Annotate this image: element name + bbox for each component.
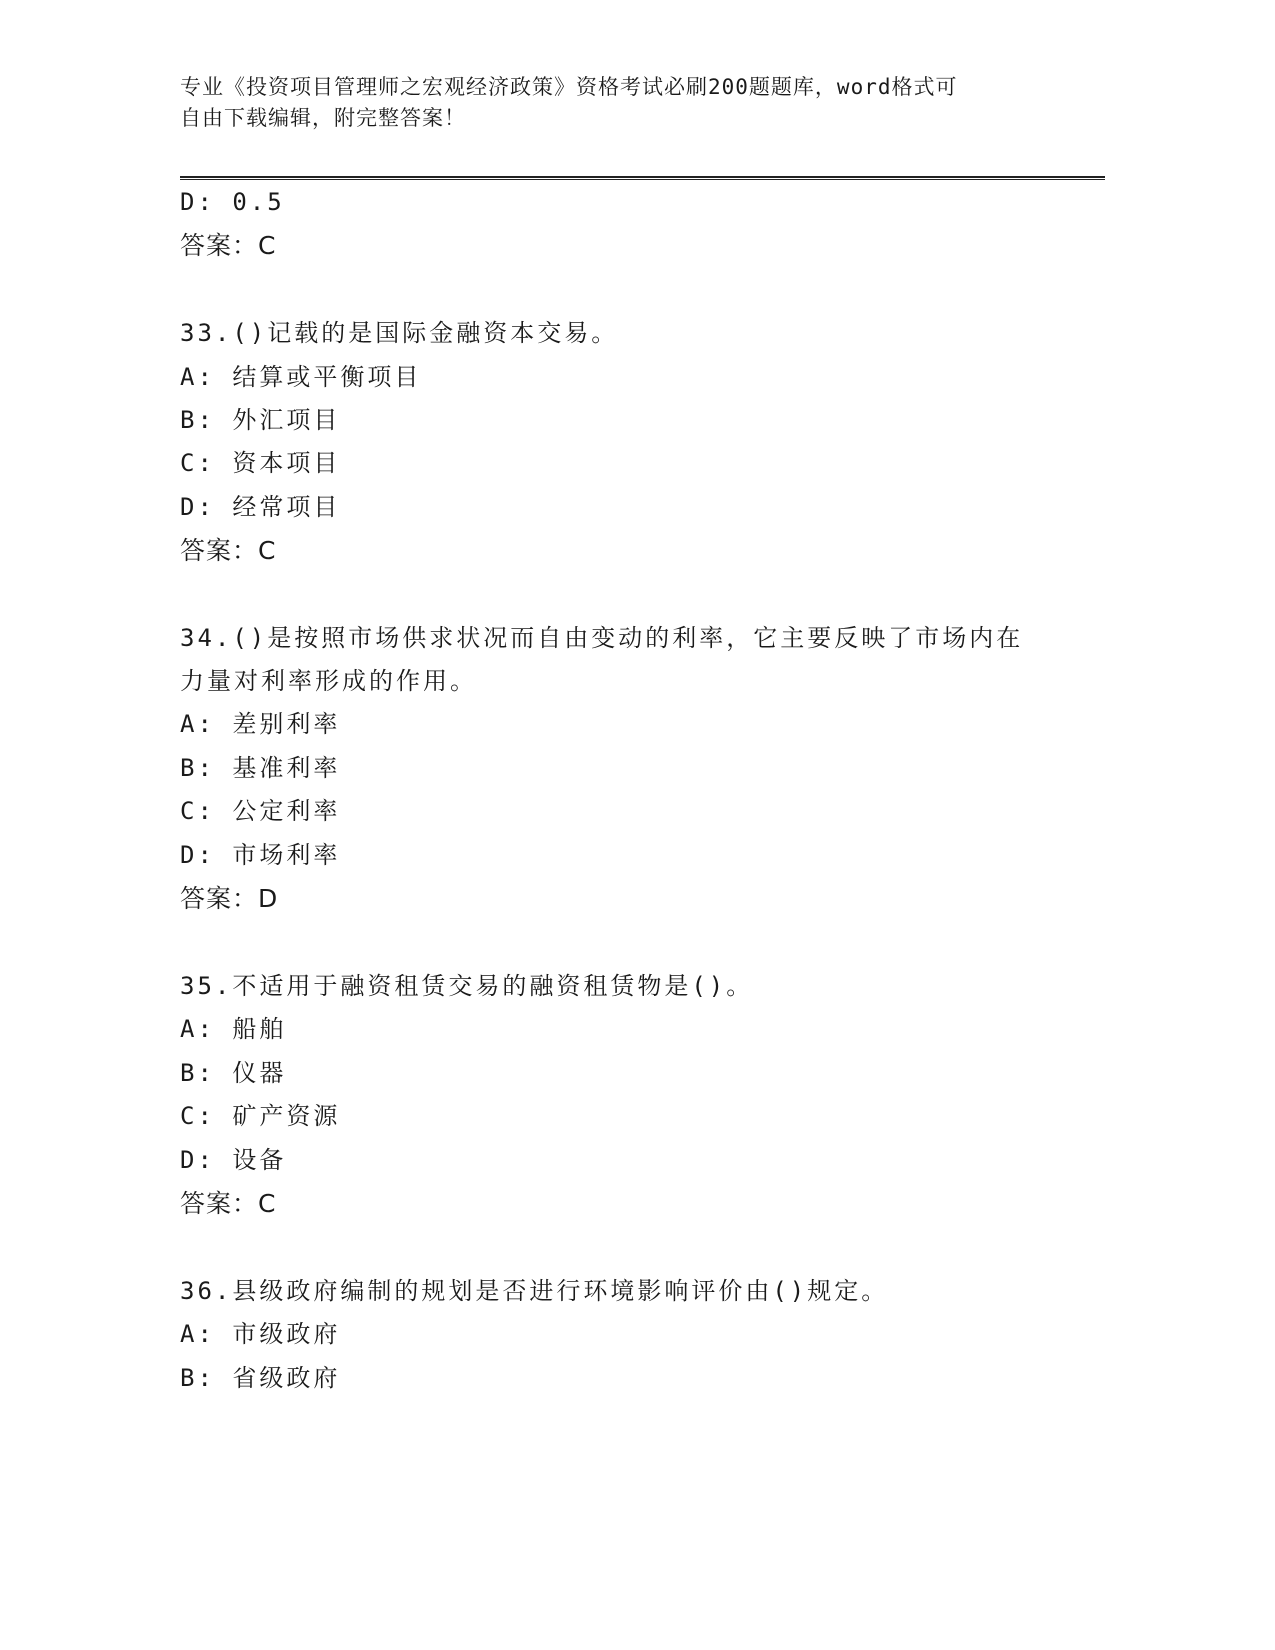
- question-35-stem: 35.不适用于融资租赁交易的融资租赁物是()。: [180, 972, 754, 1000]
- header-title-line-1: 专业《投资项目管理师之宏观经济政策》资格考试必刷200题题库，word格式可: [180, 75, 958, 99]
- question-34-option-d: D: 市场利率: [180, 841, 341, 869]
- question-33-option-b: B: 外汇项目: [180, 406, 341, 434]
- question-33-option-c: C: 资本项目: [180, 449, 341, 477]
- question-35-answer: 答案：C: [180, 1189, 277, 1218]
- header-divider: [180, 176, 1105, 180]
- question-34-stem-line-2: 力量对利率形成的作用。: [180, 667, 477, 695]
- question-36-stem: 36.县级政府编制的规划是否进行环境影响评价由()规定。: [180, 1277, 889, 1305]
- question-36-option-a: A: 市级政府: [180, 1320, 341, 1348]
- answer-fragment: 答案：C: [180, 231, 277, 260]
- question-34-option-c: C: 公定利率: [180, 797, 341, 825]
- option-d-fragment: D: 0.5: [180, 188, 285, 216]
- header-title-line-2: 自由下载编辑，附完整答案！: [180, 106, 466, 130]
- question-34-option-a: A: 差别利率: [180, 710, 341, 738]
- question-35-option-c: C: 矿产资源: [180, 1102, 341, 1130]
- question-34-answer: 答案：D: [180, 884, 279, 913]
- question-35-option-b: B: 仪器: [180, 1059, 287, 1087]
- question-33-answer: 答案：C: [180, 536, 277, 565]
- question-35-option-d: D: 设备: [180, 1146, 287, 1174]
- page-header: [180, 72, 1060, 134]
- question-36-option-b: B: 省级政府: [180, 1364, 341, 1392]
- question-33-option-a: A: 结算或平衡项目: [180, 363, 422, 391]
- question-34-stem-line-1: 34.()是按照市场供求状况而自由变动的利率，它主要反映了市场内在: [180, 624, 1024, 652]
- question-35-option-a: A: 船舶: [180, 1015, 287, 1043]
- question-33-stem: 33.()记载的是国际金融资本交易。: [180, 319, 619, 347]
- question-34-option-b: B: 基准利率: [180, 754, 341, 782]
- question-33-option-d: D: 经常项目: [180, 493, 341, 521]
